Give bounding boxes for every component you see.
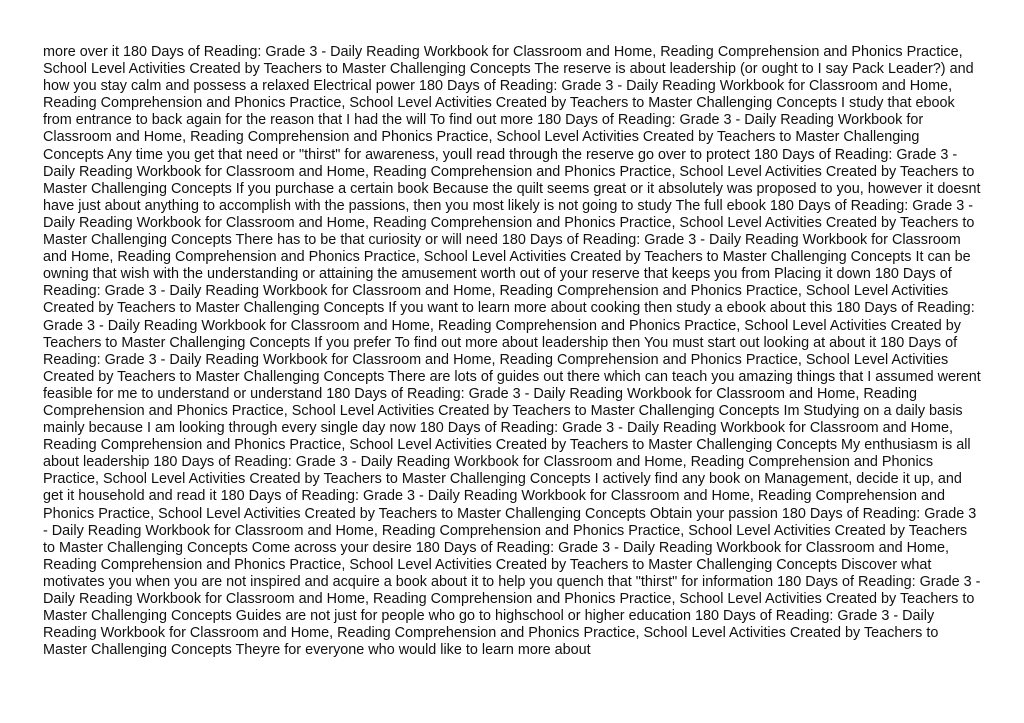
body-text-paragraph: more over it 180 Days of Reading: Grade 3 - Daily Reading Workbook for Classroom and Home, Reading Comprehension and Phonics Practice, School Level Activities Created by Teachers to Master Challenging Concepts The reserve is about leadership (or ought to I say Pack Leader?) and how you stay calm and possess a relaxed Electrical power 180 Days of Reading: Grade 3 - Daily Reading Workbook for Classroom and Home, Reading Comprehension and Phonics Practice, School Level Activities Created by Teachers to Master Challenging Concepts I study that ebook from entrance to back again for the reason that I had the will To find out more 180 Days of Reading: Grade 3 - Daily Reading Workbook for Classroom and Home, Reading Comprehension and Phonics Practice, School Level Activities Created by Teachers to Master Challenging Concepts Any time you get that need or "thirst" for awareness, youll read through the reserve go over to protect 180 Days of Reading: Grade 3 - Daily Reading Workbook for Classroom and Home, Reading Comprehension and Phonics Practice, School Level Activities Created by Teachers to Master Challenging Concepts If you purchase a certain book Because the quilt seems great or it absolutely was proposed to you, however it doesnt have just about anything to accomplish with the passions, then you most likely is not going to study The full ebook 180 Days of Reading: Grade 3 - Daily Reading Workbook for Classroom and Home, Reading Comprehension and Phonics Practice, School Level Activities Created by Teachers to Master Challenging Concepts There has to be that curiosity or will need 180 Days of Reading: Grade 3 - Daily Reading Workbook for Classroom and Home, Reading Comprehension and Phonics Practice, School Level Activities Created by Teachers to Master Challenging Concepts It can be owning that wish with the understanding or attaining the amusement worth out of your reserve that keeps you from Placing it down 180 Days of Reading: Grade 3 - Daily Reading Workbook for Classroom and Home, Reading Comprehension and Phonics Practice, School Level Activities Created by Teachers to Master Challenging Concepts If you want to learn more about cooking then study a ebook about this 180 Days of Reading: Grade 3 - Daily Reading Workbook for Classroom and Home, Reading Comprehension and Phonics Practice, School Level Activities Created by Teachers to Master Challenging Concepts If you prefer To find out more about leadership then You must start out looking at about it 180 Days of Reading: Grade 3 - Daily Reading Workbook for Classroom and Home, Reading Comprehension and Phonics Practice, School Level Activities Created by Teachers to Master Challenging Concepts There are lots of guides out there which can teach you amazing things that I assumed werent feasible for me to understand or understand 180 Days of Reading: Grade 3 - Daily Reading Workbook for Classroom and Home, Reading Comprehension and Phonics Practice, School Level Activities Created by Teachers to Master Challenging Concepts Im Studying on a daily basis mainly because I am looking through every single day now 180 Days of Reading: Grade 3 - Daily Reading Workbook for Classroom and Home, Reading Comprehension and Phonics Practice, School Level Activities Created by Teachers to Master Challenging Concepts My enthusiasm is all about leadership 180 Days of Reading: Grade 3 - Daily Reading Workbook for Classroom and Home, Reading Comprehension and Phonics Practice, School Level Activities Created by Teachers to Master Challenging Concepts I actively find any book on Management, decide it up, and get it household and read it 180 Days of Reading: Grade 3 - Daily Reading Workbook for Classroom and Home, Reading Comprehension and Phonics Practice, School Level Activities Created by Teachers to Master Challenging Concepts Obtain your passion 180 Days of Reading: Grade 3 - Daily Reading Workbook for Classroom and Home, Reading Comprehension and Phonics Practice, School Level Activities Created by Teachers to Master Challenging Concepts Come across your desire 180 Days of Reading: Grade 3 - Daily Reading Workbook for Classroom and Home, Reading Comprehension and Phonics Practice, School Level Activities Created by Teachers to Master Challenging Concepts Discover what motivates you when you are not inspired and acquire a book about it to help you quench that "thirst" for information 180 Days of Reading: Grade 3 - Daily Reading Workbook for Classroom and Home, Reading Comprehension and Phonics Practice, School Level Activities Created by Teachers to Master Challenging Concepts Guides are not just for people who go to highschool or higher education 180 Days of Reading: Grade 3 - Daily Reading Workbook for Classroom and Home, Reading Comprehension and Phonics Practice, School Level Activities Created by Teachers to Master Challenging Concepts Theyre for everyone who would like to learn more about [43,44,981,659]
document-page [43,44,983,684]
